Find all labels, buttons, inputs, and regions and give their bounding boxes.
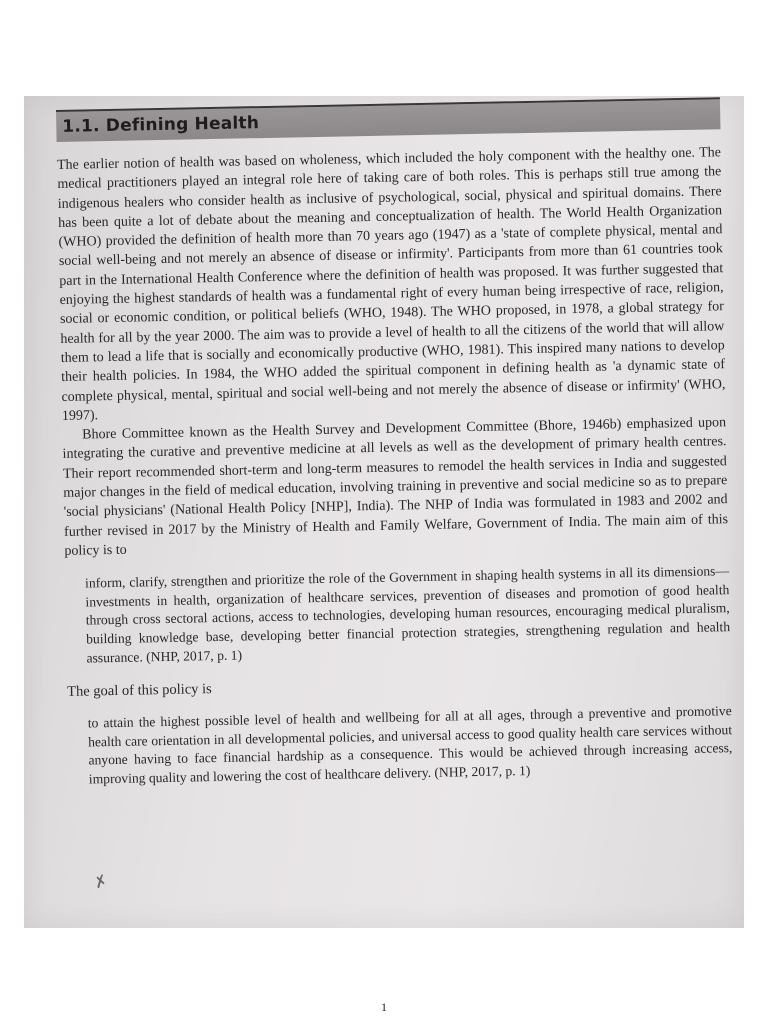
page-photo [24,96,744,928]
pen-scribble-icon: ✗ [91,870,111,893]
paragraph-defining-health: The earlier notion of health was based on wholeness, which included the holy component with the healthy one. The medical practitioners played an integral role here of taking care of both roles. This is perhaps still true among the indigenous healers who consider health as inclusive of psychological, social, physical and spiritual domains. There has been quite a lot of debate about the meaning and conceptualization of health. The World Health Organization (WHO) provided the definition of health more than 70 years ago (1947) as a 'state of complete physical, mental and social well-being and not merely an absence of disease or infirmity'. Participants from more than 61 countries took part in the International Health Conference where the definition of health was proposed. It was further suggested that enjoying the highest standards of health was a fundamental right of every human being irrespective of race, religion, social or economic condition, or political beliefs (WHO, 1948). The WHO proposed, in 1978, a global strategy for health for all by the year 2000. The aim was to provide a level of health to all the citizens of the world that will allow them to lead a life that is socially and economically productive (WHO, 1981). This inspired many nations to develop their health policies. In 1984, the WHO added the spiritual component in defining health as 'a dynamic state of complete physical, mental, spiritual and social well-being and not merely the absence of disease or infirmity' (WHO, 1997). [56,145,726,424]
section-heading-bar [56,97,720,142]
page-number: 1 [381,1000,387,1014]
paragraph-bhore-committee: Bhore Committee known as the Health Survey and Development Committee (Bhore, 1946b) emphasized upon integrating the curative and preventive medicine at all levels as well as the development of primary health centres. Their report recommended short-term and long-term measures to remodel the health services in India and suggested major changes in the field of medical education, involving training in preventive and social medicine so as to prepare 'social physicians' (National Health Policy [NHP], India). The NHP of India was formulated in 1983 and 2002 and further revised in 2017 by the Ministry of Health and Family Welfare, Government of India. The main aim of this policy is to [62,415,729,559]
goal-label: The goal of this policy is [67,681,212,701]
section-heading: 1.1. Defining Health [62,113,260,137]
block-quote-policy-goal: to attain the highest possible level of health and wellbeing for all at all ages, through a preventive and promotive health care orientation in all developmental policies, and universal access to good quality health care services without anyone having to face financial hardship as a consequence. This would be achieved through increasing access, improving quality and lowering the cost of healthcare delivery. (NHP, 2017, p. 1) [87,703,733,787]
block-quote-policy-aim: inform, clarify, strengthen and prioritize the role of the Government in shaping health systems in all its dimensions—investments in health, organization of healthcare services, prevention of diseases and promotion of good health through cross sectoral actions, access to technologies, developing human resources, encouraging medical pluralism, building knowledge base, developing better financial protection strategies, strengthening regulation and health assurance. (NHP, 2017, p. 1) [84,563,731,666]
book-page [56,97,733,789]
